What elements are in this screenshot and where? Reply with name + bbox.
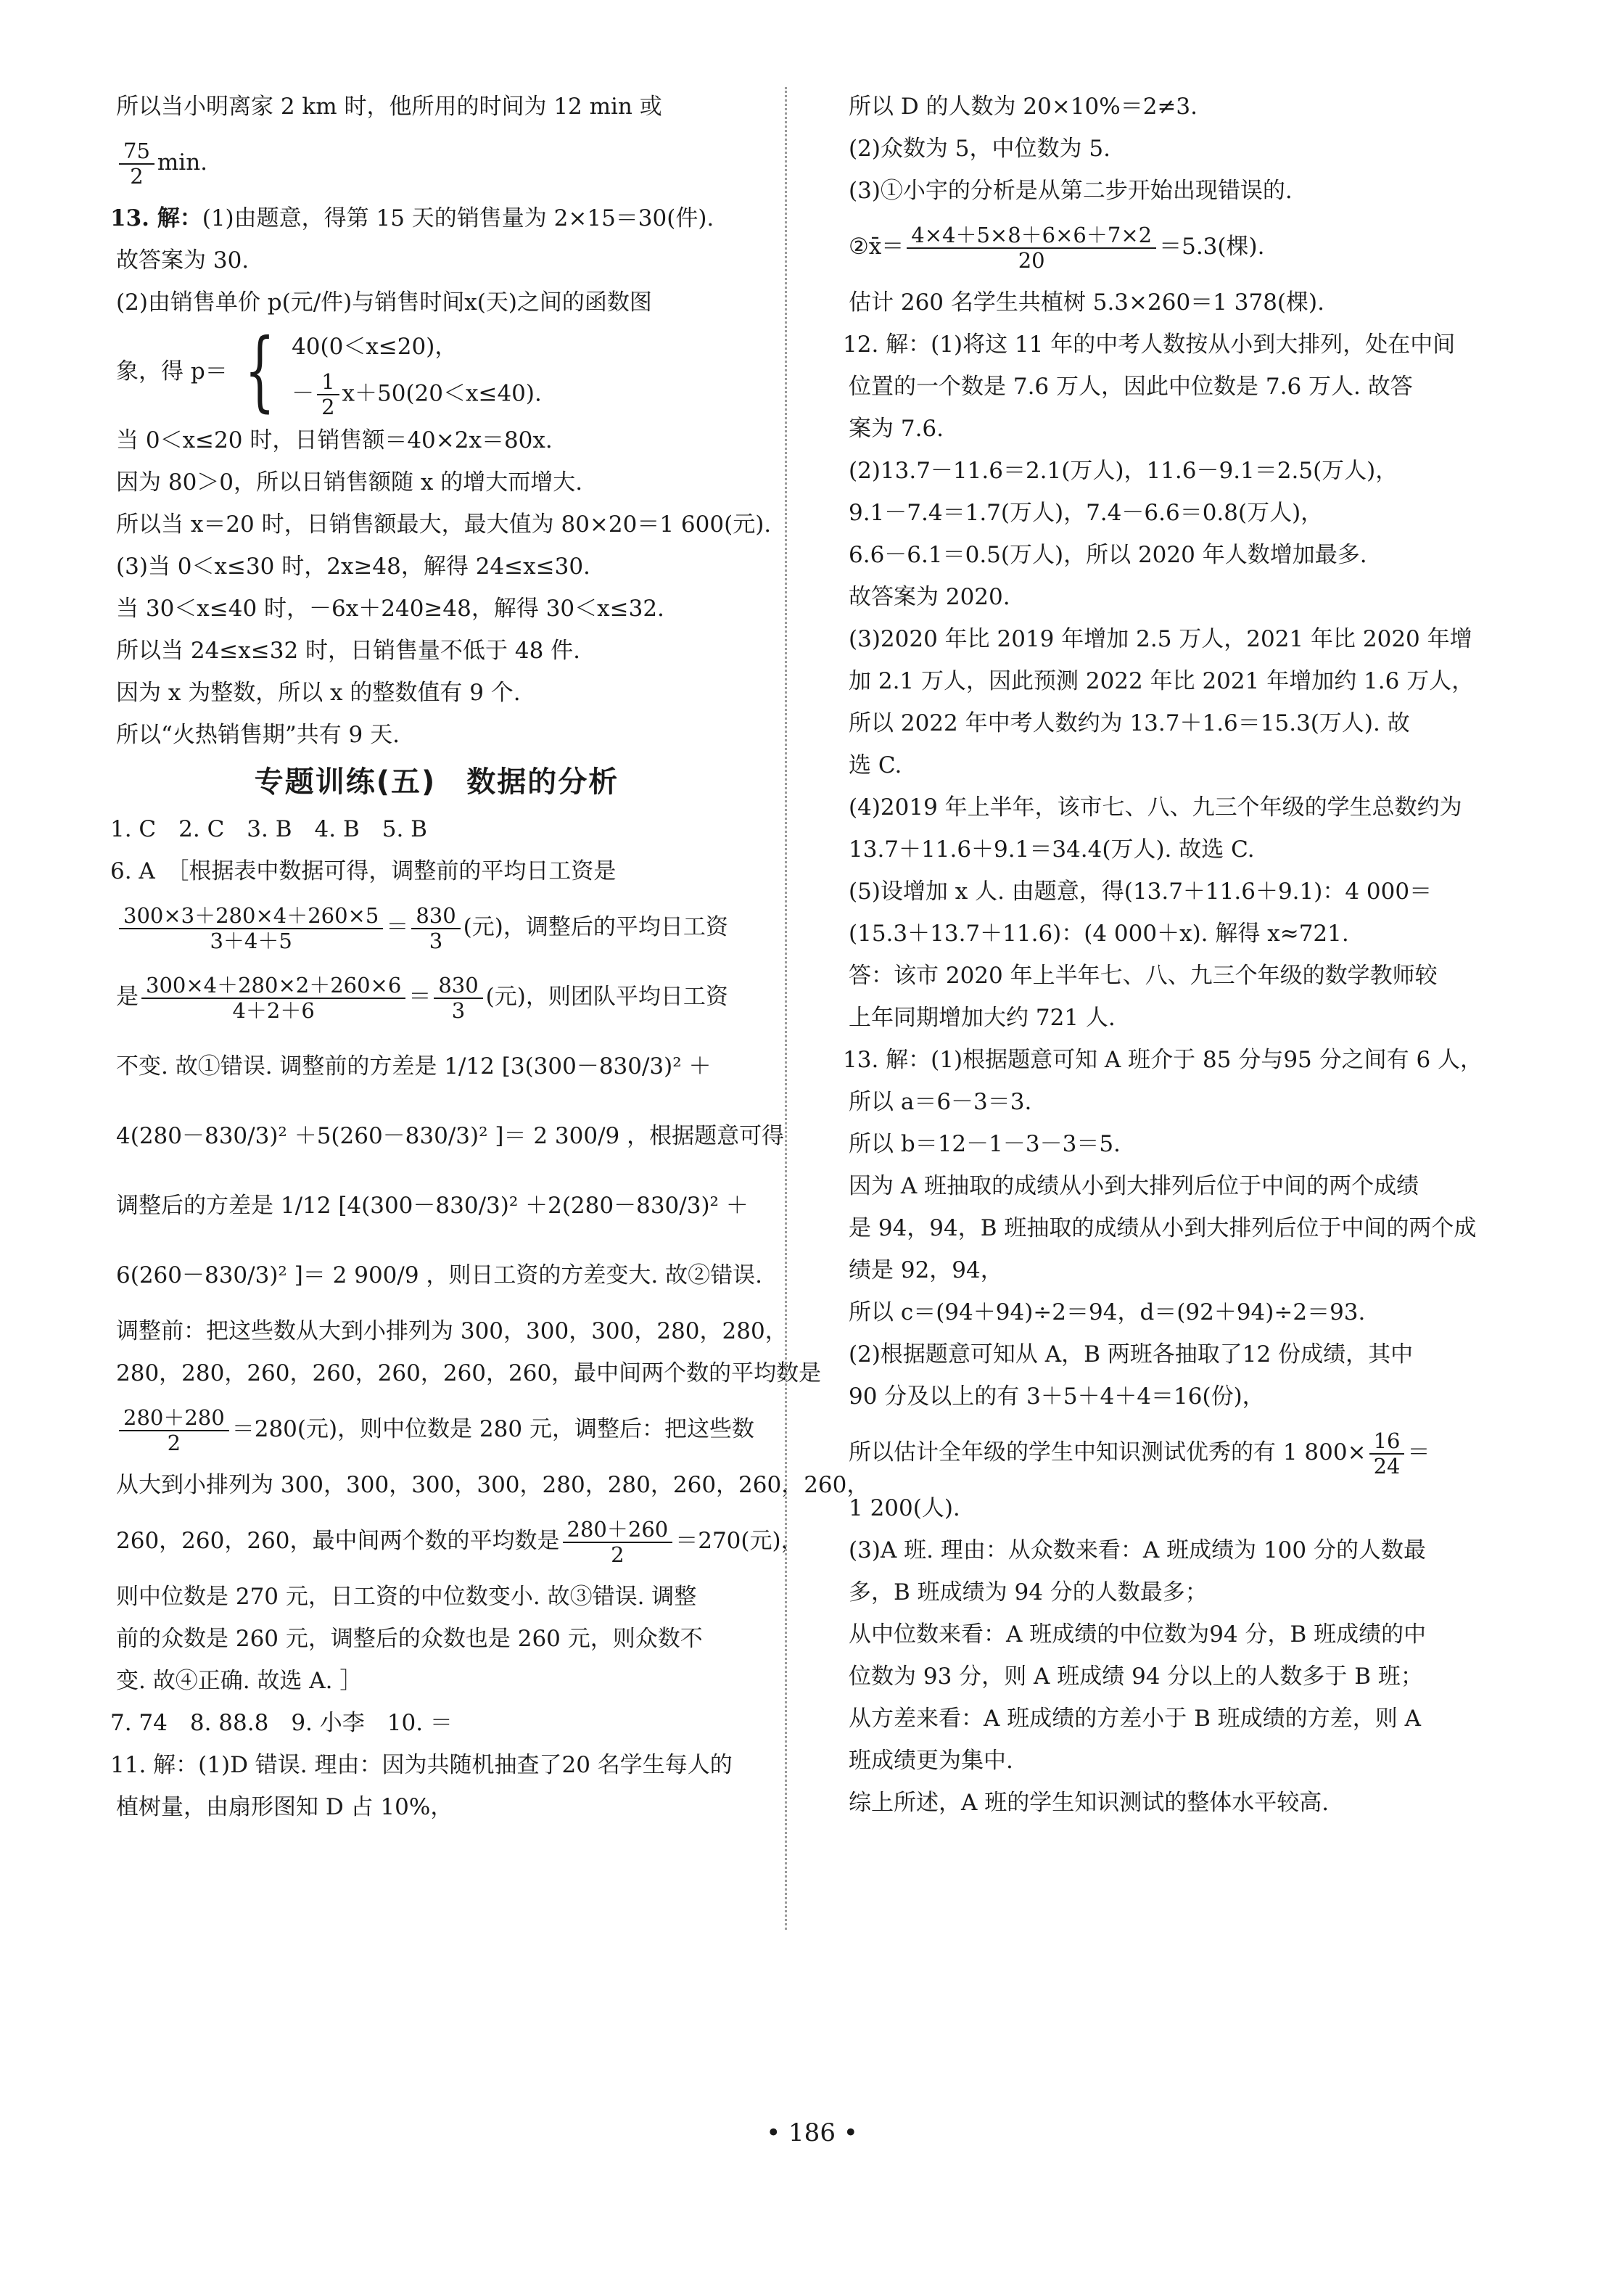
text-line: 9.1－7.4＝1.7(万人)，7.4－6.6＝0.8(万人)， <box>849 500 1324 526</box>
text-line: 故答案为 30. <box>116 247 250 274</box>
text-line: 从大到小排列为 300，300，300，300，280，280，260，260，260， <box>116 1472 870 1498</box>
text-line: 所以 2022 年中考人数约为 13.7＋1.6＝15.3(万人). 故 <box>849 710 1410 736</box>
text-line: (4)2019 年上半年，该市七、八、九三个年级的学生总数约为 <box>849 794 1462 821</box>
formula-line: 6(260－830/3)² ]＝ 2 900/9 ，则日工资的方差变大. 故②错误. <box>116 1262 762 1288</box>
text-line: 1 200(人). <box>849 1495 960 1521</box>
text-line: 植树量，由扇形图知 D 占 10%， <box>116 1794 453 1820</box>
page-number: • 186 • <box>766 2118 858 2147</box>
text-line: 答：该市 2020 年上半年七、八、九三个年级的数学教师较 <box>849 963 1438 989</box>
fraction: $\frac{75}{2}$ <box>119 139 154 189</box>
text-line: 所以 D 的人数为 20×10%＝2≠3. <box>849 94 1198 120</box>
formula-line: $\frac{300\times 3+280\times 4+260\times 5}{3+4+5}$ ＝ $\frac{830}{3}$ (元)，调整后的平均日工资 <box>110 892 763 962</box>
text-line: (3)当 0＜x≤30 时，2x≥48，解得 24≤x≤30. <box>116 554 590 580</box>
formula-line: $\frac{280+280}{2}$ ＝280(元)，则中位数是 280 元，调整后：把这些数 <box>110 1394 763 1464</box>
piecewise-function: 象，得 p＝ { 40(0＜x≤20)， － $\frac{1}{2}$ x＋50(20＜x≤40). <box>116 321 542 421</box>
text-line: 上年同期增加大约 721 人. <box>849 1005 1116 1031</box>
text-line: $\frac{75}{2}$ min. <box>110 128 763 197</box>
text-line: (2)13.7－11.6＝2.1(万人)，11.6－9.1＝2.5(万人)， <box>849 458 1398 484</box>
text-line: (15.3＋13.7＋11.6)：(4 000＋x). 解得 x≈721. <box>849 921 1349 947</box>
text-line: 因为 80＞0，所以日销售额随 x 的增大而增大. <box>116 469 583 495</box>
formula-line: 是 $\frac{300\times 4+280\times 2+260\times 6}{4+2+6}$ ＝ $\frac{830}{3}$ (元)，则团队平均日工资 <box>116 972 728 1023</box>
text-line: 综上所述，A 班的学生知识测试的整体水平较高. <box>849 1790 1330 1816</box>
text-line: 从方差来看：A 班成绩的方差小于 B 班成绩的方差，则 A <box>849 1706 1421 1732</box>
column-divider <box>785 87 787 1930</box>
text-line: 所以 c＝(94＋94)÷2＝94，d＝(92＋94)÷2＝93. <box>849 1299 1366 1325</box>
text-line: 所以当 x＝20 时，日销售额最大，最大值为 80×20＝1 600(元). <box>116 511 772 538</box>
formula-line: 调整后的方差是 1/12 [4(300－830/3)² ＋2(280－830/3)² ＋ <box>116 1193 749 1219</box>
text-line: 当 30＜x≤40 时，－6x＋240≥48，解得 30＜x≤32. <box>116 596 664 622</box>
text-line: 6. A ［根据表中数据可得，调整前的平均日工资是 <box>110 858 617 884</box>
answer-line: 7. 74 8. 88.8 9. 小李 10. ＝ <box>110 1710 453 1736</box>
text-line: 加 2.1 万人，因此预测 2022 年比 2021 年增加约 1.6 万人， <box>849 668 1475 694</box>
text-line: 12. 解：(1)将这 11 年的中考人数按从小到大排列，处在中间 <box>843 332 1456 358</box>
text-line: 当 0＜x≤20 时，日销售额＝40×2x＝80x. <box>116 427 553 453</box>
text-line: (3)①小宇的分析是从第二步开始出现错误的. <box>849 178 1293 204</box>
text-line: 从中位数来看：A 班成绩的中位数为94 分，B 班成绩的中 <box>849 1621 1427 1648</box>
text-line: 位置的一个数是 7.6 万人，因此中位数是 7.6 万人. 故答 <box>849 374 1413 400</box>
text-line: 选 C. <box>849 752 902 778</box>
case-line: 40(0＜x≤20)， <box>292 334 458 360</box>
text-line: (2)众数为 5，中位数为 5. <box>849 136 1110 162</box>
formula-line: 所以估计全年级的学生中知识测试优秀的有 1 800× $\frac{16}{24}$ ＝ <box>849 1428 1430 1479</box>
formula-line: 不变. 故①错误. 调整前的方差是 1/12 [3(300－830/3)² ＋ <box>116 1053 712 1080</box>
text-line: 13. 解：(1)根据题意可知 A 班介于 85 分与95 分之间有 6 人， <box>843 1047 1483 1073</box>
left-column <box>110 86 870 1828</box>
question-13-line: 13. 解：(1)由题意，得第 15 天的销售量为 2×15＝30(件). <box>110 205 714 231</box>
text-line: 调整前：把这些数从大到小排列为 300，300，300，280，280， <box>116 1318 788 1344</box>
text-line: (3)2020 年比 2019 年增加 2.5 万人，2021 年比 2020 年增 <box>849 626 1472 652</box>
case-line: － $\frac{1}{2}$ x＋50(20＜x≤40). <box>292 369 542 419</box>
text-line: 前的众数是 260 元，调整后的众数也是 260 元，则众数不 <box>116 1626 703 1652</box>
text-line: 280，280，260，260，260，260，260，最中间两个数的平均数是 <box>116 1360 822 1386</box>
text-line: 所以 b＝12－1－3－3＝5. <box>849 1131 1121 1157</box>
text-line: 则中位数是 270 元，日工资的中位数变小. 故③错误. 调整 <box>116 1584 697 1610</box>
text-line: 所以当 24≤x≤32 时，日销售量不低于 48 件. <box>116 638 581 664</box>
text-line: 多，B 班成绩为 94 分的人数最多； <box>849 1579 1208 1605</box>
text-line: (3)A 班. 理由：从众数来看：A 班成绩为 100 分的人数最 <box>849 1537 1426 1563</box>
text-line: 11. 解：(1)D 错误. 理由：因为共随机抽查了20 名学生每人的 <box>110 1752 733 1778</box>
right-column <box>843 86 1496 1824</box>
text-line: 故答案为 2020. <box>849 584 1010 610</box>
text-line: 所以 a＝6－3＝3. <box>849 1089 1032 1115</box>
text-line: 变. 故④正确. 故选 A. ］ <box>116 1668 363 1694</box>
formula-line: 4(280－830/3)² ＋5(260－830/3)² ]＝ 2 300/9 ，根据题意可得 <box>116 1123 785 1149</box>
text-line: 所以“火热销售期”共有 9 天. <box>116 722 400 748</box>
text-line: 估计 260 名学生共植树 5.3×260＝1 378(棵). <box>849 289 1324 316</box>
text-line: 案为 7.6. <box>849 416 944 442</box>
text-line: (5)设增加 x 人. 由题意，得(13.7＋11.6＋9.1)：4 000＝ <box>849 879 1433 905</box>
text-line: (2)根据题意可知从 A，B 两班各抽取了12 份成绩，其中 <box>849 1341 1414 1368</box>
text-line: 位数为 93 分，则 A 班成绩 94 分以上的人数多于 B 班； <box>849 1664 1423 1690</box>
brace-symbol: { <box>244 321 275 421</box>
text-line: 班成绩更为集中. <box>849 1748 1013 1774</box>
text-line: 因为 A 班抽取的成绩从小到大排列后位于中间的两个成绩 <box>849 1173 1419 1199</box>
section-heading: 专题训练(五) 数据的分析 <box>254 765 619 799</box>
text-line: 90 分及以上的有 3＋5＋4＋4＝16(份)， <box>849 1383 1265 1410</box>
text-line: 因为 x 为整数，所以 x 的整数值有 9 个. <box>116 680 521 706</box>
text-line: 所以当小明离家 2 km 时，他所用的时间为 12 min 或 <box>116 94 662 120</box>
text-line: 6.6－6.1＝0.5(万人)，所以 2020 年人数增加最多. <box>849 542 1367 568</box>
text-line: 13.7＋11.6＋9.1＝34.4(万人). 故选 C. <box>849 836 1255 863</box>
answer-line: 1. C 2. C 3. B 4. B 5. B <box>110 816 427 842</box>
formula-line: 260，260，260，最中间两个数的平均数是 $\frac{280+260}{2}$ ＝270(元)， <box>116 1516 804 1567</box>
text-line: 绩是 92，94， <box>849 1257 1003 1283</box>
text-line: 是 94，94，B 班抽取的成绩从小到大排列后位于中间的两个成 <box>849 1215 1477 1241</box>
text-line: (2)由销售单价 p(元/件)与销售时间x(天)之间的函数图 <box>116 289 652 316</box>
formula-line: ②x̄＝ $\frac{4\times 4+5\times 8+6\times 6+7\times 2}{20}$ ＝5.3(棵). <box>849 222 1265 273</box>
